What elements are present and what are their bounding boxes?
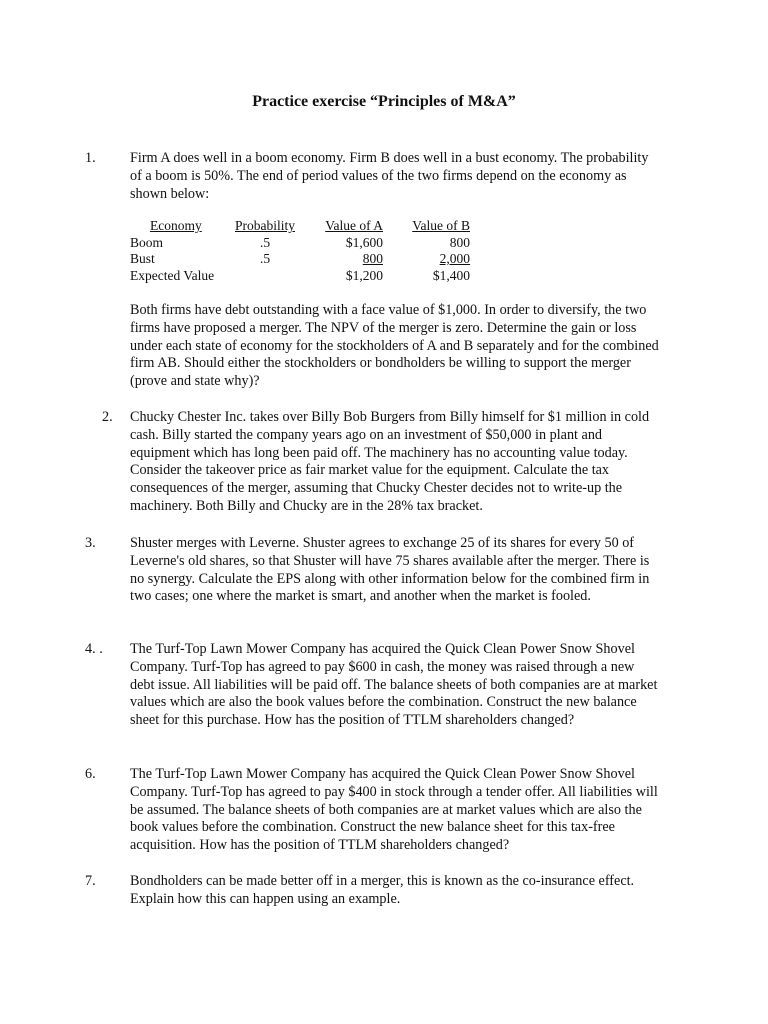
question-1-intro (130, 150, 660, 203)
question-2 (130, 409, 660, 516)
question-7-text: Bondholders can be made better off in a merger, this is known as the co-insurance effect. Explain how this can happen using an example. (130, 873, 635, 907)
header-probability: Probability (235, 218, 295, 233)
question-6 (130, 766, 660, 855)
document-title: Practice exercise “Principles of M&A” (252, 93, 516, 110)
question-1-number: 1. (85, 150, 96, 166)
question-2-text: Chucky Chester Inc. takes over Billy Bob Burgers from Billy himself for $1 million in cold cash. Billy started the company years ago on an investment of $50,000 in plant and equipment which has long been paid off. The machinery has no accounting value today. Consider the takeover price as fair market value for the equipment. Calculate the tax consequences of the merger, assuming that Chucky Chester decides not to write-up the machinery. Both Billy and Chucky are in the 28% tax bracket. (130, 409, 650, 514)
table-cell: .5 (259, 251, 271, 266)
table-cell: Boom (130, 234, 164, 250)
table-row (130, 268, 470, 285)
table-cell: 2,000 (439, 251, 470, 266)
table-row (130, 235, 470, 252)
table-cell: .5 (259, 234, 271, 250)
table-cell: Expected Value (130, 267, 215, 283)
question-6-number: 6. (85, 766, 96, 782)
question-7-number: 7. (85, 873, 96, 889)
question-7 (130, 873, 660, 909)
table-header-row (130, 218, 470, 235)
question-1-intro-text: Firm A does well in a boom economy. Firm B does well in a bust economy. The probability of a boom is 50%. The end of period values of the two firms depend on the economy as shown below: (130, 150, 649, 202)
table-cell: 800 (449, 234, 470, 250)
economy-table (130, 218, 470, 284)
table-cell: Bust (130, 251, 155, 266)
question-3-text: Shuster merges with Leverne. Shuster agrees to exchange 25 of its shares for every 50 of Leverne's old shares, so that Shuster will have 75 shares available after the merger. There is no synergy. Calculate the EPS along with other information below for the combined firm in two cases; one where the market is smart, and another when the market is fooled. (130, 535, 650, 605)
table-cell: $1,200 (345, 267, 383, 283)
question-6-text: The Turf-Top Lawn Mower Company has acquired the Quick Clean Power Snow Shovel Company. Turf-Top has agreed to pay $400 in stock through a tender offer. All liabilities will be assumed. The balance sheets of both companies are at market values which are also the book values before the combination. Construct the new balance sheet for this tax-free acquisition. How has the position of TTLM shareholders changed? (130, 766, 658, 854)
header-value-b: Value of B (412, 218, 470, 233)
question-3 (130, 535, 660, 606)
question-1-body (130, 302, 660, 391)
table-cell (225, 268, 305, 285)
question-4-number: 4. . (85, 641, 103, 657)
question-2-number: 2. (102, 409, 113, 425)
question-4 (130, 641, 660, 730)
table-cell: $1,600 (345, 234, 383, 250)
table-cell: $1,400 (432, 267, 470, 283)
header-economy: Economy (150, 218, 202, 233)
question-4-text: The Turf-Top Lawn Mower Company has acquired the Quick Clean Power Snow Shovel Company. Turf-Top has agreed to pay $600 in cash, the money was raised through a new debt issue. All liabilities will be paid off. The balance sheets of both companies are at market values which are also the book values before the combination. Construct the new balance sheet for this purchase. How has the position of TTLM shareholders changed? (130, 641, 658, 729)
question-1-body-text: Both firms have debt outstanding with a face value of $1,000. In order to diversify, the two firms have proposed a merger. The NPV of the merger is zero. Determine the gain or loss under each state of economy for the stockholders of A and B separately and for the combined firm AB. Should either the stockholders or bondholders be willing to support the merger (prove and state why)? (130, 302, 659, 390)
question-3-number: 3. (85, 535, 96, 551)
header-value-a: Value of A (325, 218, 383, 233)
table-cell: 800 (362, 251, 383, 266)
table-row (130, 251, 470, 268)
